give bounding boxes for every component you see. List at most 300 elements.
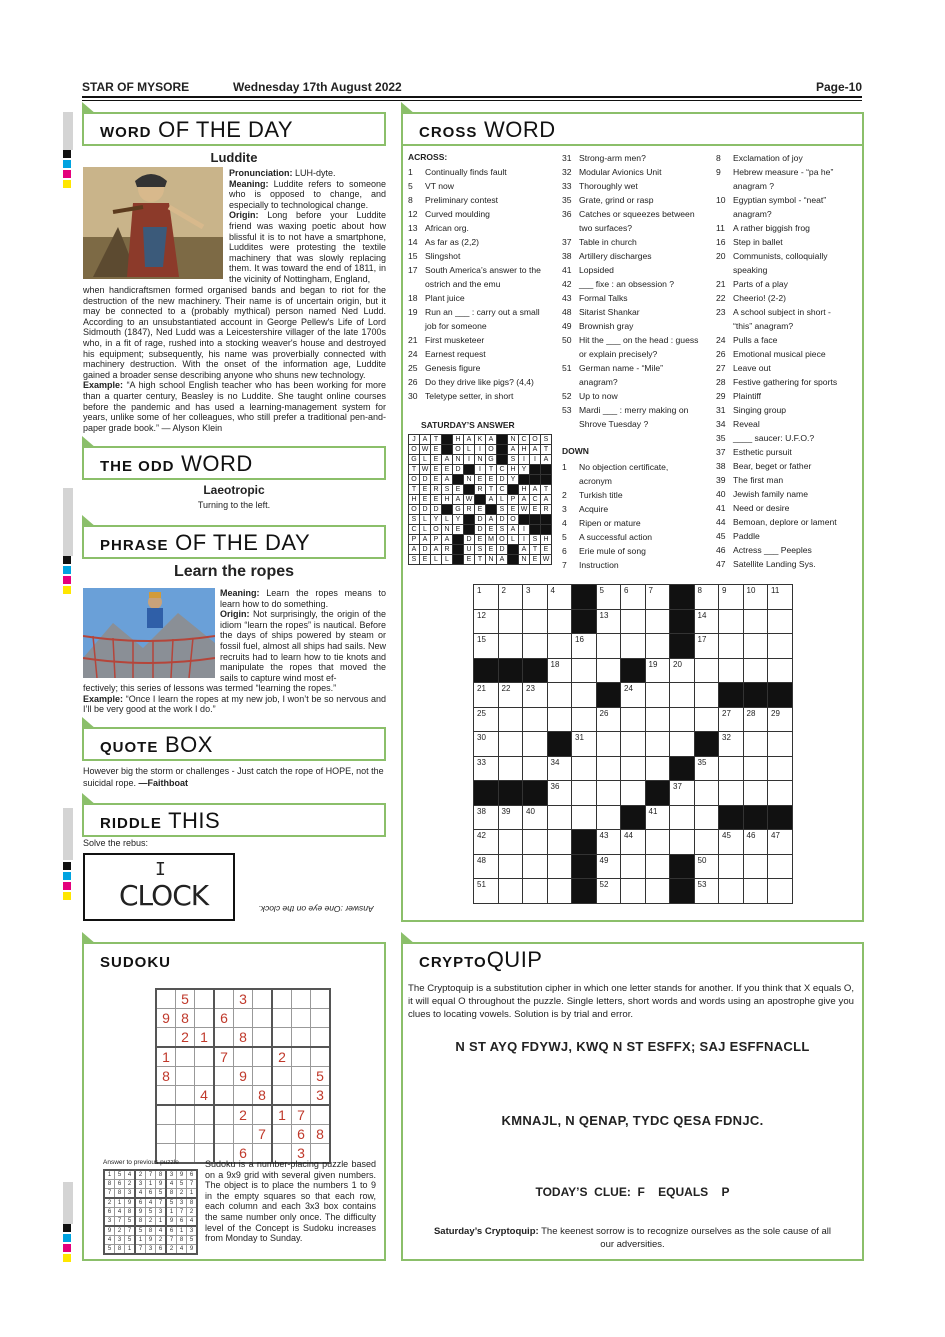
clue-text: job for someone <box>425 321 487 331</box>
sudoku-cell[interactable] <box>214 1086 234 1106</box>
clue-number: 32 <box>562 167 572 177</box>
crossword-cell[interactable] <box>743 732 768 757</box>
crossword-cell[interactable] <box>474 683 499 708</box>
clue <box>716 305 831 319</box>
sudoku-cell[interactable] <box>253 1009 273 1028</box>
sudoku-cell[interactable] <box>311 1028 331 1048</box>
sudoku-cell[interactable] <box>176 1047 195 1067</box>
sudoku-cell[interactable] <box>234 1125 253 1144</box>
clue-number: 14 <box>408 237 418 247</box>
crossword-cell[interactable] <box>694 634 719 659</box>
crossword-cell[interactable] <box>743 634 768 659</box>
sudoku-cell[interactable] <box>292 989 311 1009</box>
clue-text: or explain precisely? <box>579 349 658 359</box>
crossword-cell[interactable] <box>572 707 597 732</box>
sudoku-cell[interactable] <box>176 1067 195 1086</box>
crossword-cell[interactable] <box>743 854 768 879</box>
sudoku-cell[interactable] <box>214 1067 234 1086</box>
crossword-cell[interactable] <box>670 707 695 732</box>
crossword-cell[interactable] <box>645 707 670 732</box>
cell-number: 33 <box>477 757 486 767</box>
crossword-cell[interactable] <box>768 756 793 781</box>
crossword-cell[interactable] <box>768 830 793 855</box>
crossword-cell[interactable] <box>523 879 548 904</box>
sudoku-cell[interactable] <box>195 1047 215 1067</box>
sudoku-cell[interactable] <box>214 1105 234 1125</box>
odd-word-definition: Turning to the left. <box>197 500 271 510</box>
answer-cell <box>497 445 508 455</box>
crossword-cell[interactable] <box>719 781 744 806</box>
crossword-cell[interactable] <box>572 634 597 659</box>
crossword-cell[interactable] <box>621 585 646 610</box>
crossword-cell[interactable] <box>523 707 548 732</box>
answer-cell: R <box>475 485 486 495</box>
cell-number: 46 <box>746 831 756 840</box>
clue-text: Genesis figure <box>425 363 481 373</box>
sudoku-cell: 1 <box>177 1226 187 1236</box>
crossword-cell[interactable] <box>523 756 548 781</box>
crossword-cell[interactable] <box>572 732 597 757</box>
clue-text: Grate, grind or rasp <box>579 195 654 205</box>
crossword-cell[interactable] <box>768 879 793 904</box>
sudoku-cell[interactable] <box>272 1086 292 1106</box>
sudoku-cell[interactable] <box>214 1028 234 1048</box>
crossword-cell[interactable] <box>719 879 744 904</box>
sudoku-cell[interactable] <box>272 1067 292 1086</box>
crossword-cell[interactable] <box>523 609 548 634</box>
crossword-cell[interactable] <box>621 609 646 634</box>
crossword-cell[interactable] <box>596 609 621 634</box>
crossword-cell[interactable] <box>523 830 548 855</box>
crossword-cell[interactable] <box>670 658 695 683</box>
sudoku-cell[interactable] <box>195 1067 215 1086</box>
crossword-cell[interactable] <box>670 781 695 806</box>
clue <box>716 277 788 291</box>
clue-number: 29 <box>716 391 726 401</box>
cipher-line-2: KMNAJL, N QENAP, TYDC QESA FDNJC. <box>501 1113 764 1128</box>
sudoku-cell[interactable] <box>311 1105 331 1125</box>
answer-cell: I <box>519 525 530 535</box>
crossword-cell[interactable] <box>474 830 499 855</box>
sudoku-cell[interactable] <box>195 1125 215 1144</box>
crossword-cell[interactable] <box>547 707 572 732</box>
clue <box>716 347 826 361</box>
crossword-cell[interactable] <box>474 609 499 634</box>
crossword-cell[interactable] <box>523 732 548 757</box>
crossword-cell[interactable] <box>547 879 572 904</box>
crossword-cell[interactable] <box>547 683 572 708</box>
crossword-cell[interactable] <box>719 756 744 781</box>
crossword-cell[interactable] <box>743 609 768 634</box>
clue-text: Erie mule of song <box>579 546 646 556</box>
sudoku-cell[interactable] <box>156 1086 176 1106</box>
crossword-cell[interactable] <box>474 707 499 732</box>
sudoku-cell[interactable] <box>176 1125 195 1144</box>
crossword-cell[interactable] <box>743 658 768 683</box>
answer-cell: N <box>442 525 453 535</box>
crossword-cell[interactable] <box>670 732 695 757</box>
crossword-cell[interactable] <box>743 756 768 781</box>
clue <box>716 179 774 193</box>
answer-cell: L <box>442 555 453 565</box>
sudoku-cell: 4 <box>125 1170 136 1180</box>
crossword-cell[interactable] <box>572 756 597 781</box>
sudoku-cell[interactable] <box>253 1028 273 1048</box>
clue-number: 1 <box>408 167 413 177</box>
sudoku-cell: 1 <box>156 1217 167 1227</box>
crossword-cell[interactable] <box>768 585 793 610</box>
crossword-cell <box>523 658 548 683</box>
crossword-cell[interactable] <box>694 683 719 708</box>
crossword-cell[interactable] <box>498 683 523 708</box>
crossword-cell[interactable] <box>719 854 744 879</box>
header-big: BOX <box>164 732 213 757</box>
crossword-cell[interactable] <box>694 879 719 904</box>
sudoku-cell: 8 <box>234 1028 253 1048</box>
crossword-cell[interactable] <box>498 854 523 879</box>
sudoku-cell[interactable] <box>195 989 215 1009</box>
answer-cell: P <box>508 495 519 505</box>
sudoku-cell[interactable] <box>311 1009 331 1028</box>
crossword-cell[interactable] <box>645 634 670 659</box>
answer-cell: D <box>420 505 431 515</box>
crossword-cell[interactable] <box>694 609 719 634</box>
clue-number: 2 <box>562 490 567 500</box>
sudoku-cell[interactable] <box>272 1028 292 1048</box>
crossword-cell[interactable] <box>572 781 597 806</box>
answer-cell: S <box>541 435 552 445</box>
crossword-cell[interactable] <box>768 854 793 879</box>
answer-cell: Y <box>519 465 530 475</box>
cell-number: 53 <box>697 880 707 889</box>
sudoku-cell[interactable] <box>234 1086 253 1106</box>
crossword-cell[interactable] <box>596 585 621 610</box>
clue <box>562 389 618 403</box>
crossword-cell[interactable] <box>719 830 744 855</box>
crossword-cell[interactable] <box>645 585 670 610</box>
sudoku-cell[interactable] <box>272 1125 292 1144</box>
crossword-cell[interactable] <box>621 683 646 708</box>
crossword-cell[interactable] <box>694 781 719 806</box>
crossword-cell[interactable] <box>596 732 621 757</box>
clue <box>562 558 619 572</box>
crossword-cell[interactable] <box>498 634 523 659</box>
answer-cell: E <box>530 555 541 565</box>
clue <box>716 459 811 473</box>
sudoku-cell: 4 <box>104 1236 115 1245</box>
crossword-cell[interactable] <box>523 805 548 830</box>
answer-cell: W <box>420 465 431 475</box>
sudoku-cell: 7 <box>253 1125 273 1144</box>
crossword-cell[interactable] <box>694 805 719 830</box>
crossword-cell[interactable] <box>719 609 744 634</box>
crossword-cell[interactable] <box>621 634 646 659</box>
crossword-cell[interactable] <box>596 879 621 904</box>
clue-text: Need or desire <box>733 503 790 513</box>
crossword-cell[interactable] <box>547 585 572 610</box>
sudoku-cell[interactable] <box>292 1086 311 1106</box>
cell-number: 52 <box>599 880 609 889</box>
sudoku-cell[interactable] <box>253 1105 273 1125</box>
crossword-cell[interactable] <box>743 707 768 732</box>
clue-text: Preliminary contest <box>425 195 499 205</box>
sudoku-cell[interactable] <box>156 989 176 1009</box>
crossword-cell[interactable] <box>645 609 670 634</box>
luddite-illustration <box>83 167 223 279</box>
crossword-cell <box>670 879 695 904</box>
crossword-cell[interactable] <box>719 585 744 610</box>
clue-text: Run an ___ : carry out a small <box>425 307 540 317</box>
crossword-cell[interactable] <box>719 634 744 659</box>
crossword-cell[interactable] <box>621 781 646 806</box>
crossword-cell[interactable] <box>547 854 572 879</box>
crossword-cell[interactable] <box>694 854 719 879</box>
crossword-cell[interactable] <box>621 756 646 781</box>
crossword-cell[interactable] <box>498 756 523 781</box>
clue-number: 9 <box>716 167 721 177</box>
sudoku-cell[interactable] <box>311 989 331 1009</box>
crossword-cell[interactable] <box>596 781 621 806</box>
crossword-cell[interactable] <box>743 879 768 904</box>
crossword-cell[interactable] <box>547 781 572 806</box>
crossword-cell[interactable] <box>743 585 768 610</box>
crossword-cell[interactable] <box>474 585 499 610</box>
clue-number: 24 <box>408 349 418 359</box>
crossword-cell[interactable] <box>498 707 523 732</box>
crossword-cell[interactable] <box>645 879 670 904</box>
crossword-cell[interactable] <box>596 830 621 855</box>
crossword-cell[interactable] <box>694 658 719 683</box>
crossword-cell[interactable] <box>694 707 719 732</box>
crossword-cell[interactable] <box>621 879 646 904</box>
sudoku-cell[interactable] <box>253 1067 273 1086</box>
sudoku-cell[interactable] <box>272 989 292 1009</box>
sudoku-cell: 2 <box>234 1105 253 1125</box>
answer-cell: E <box>431 495 442 505</box>
crossword-cell[interactable] <box>523 585 548 610</box>
answer-cell: T <box>486 485 497 495</box>
crossword-cell[interactable] <box>645 830 670 855</box>
phrase-title: Learn the ropes <box>173 563 295 580</box>
crossword-cell[interactable] <box>694 756 719 781</box>
crossword-cell[interactable] <box>596 854 621 879</box>
sudoku-cell[interactable] <box>292 1028 311 1048</box>
crossword-cell[interactable] <box>694 830 719 855</box>
crossword-cell[interactable] <box>523 634 548 659</box>
crossword-cell[interactable] <box>645 854 670 879</box>
crossword-cell[interactable] <box>768 658 793 683</box>
crossword-cell <box>768 805 793 830</box>
crossword-cell[interactable] <box>645 658 670 683</box>
answer-cell: T <box>409 465 420 475</box>
cell-number: 41 <box>648 806 658 816</box>
crossword-cell[interactable] <box>474 634 499 659</box>
clue-text: No objection certificate, <box>579 462 669 472</box>
crossword-cell[interactable] <box>474 756 499 781</box>
crossword-cell[interactable] <box>498 609 523 634</box>
sudoku-cell: 3 <box>115 1236 125 1245</box>
crossword-cell[interactable] <box>523 854 548 879</box>
crossword-cell[interactable] <box>474 854 499 879</box>
crossword-cell[interactable] <box>743 830 768 855</box>
sudoku-cell[interactable] <box>253 1047 273 1067</box>
crossword-cell[interactable] <box>523 683 548 708</box>
crossword-cell[interactable] <box>768 609 793 634</box>
corner-flag-icon <box>82 515 96 527</box>
crossword-cell[interactable] <box>670 683 695 708</box>
crossword-cell[interactable] <box>694 585 719 610</box>
crossword-cell[interactable] <box>498 585 523 610</box>
crossword-cell[interactable] <box>547 805 572 830</box>
sudoku-cell[interactable] <box>311 1047 331 1067</box>
clue-number: 38 <box>562 251 572 261</box>
sudoku-cell: 5 <box>135 1226 146 1236</box>
ropes-photo <box>83 588 215 678</box>
sudoku-cell[interactable] <box>292 1047 311 1067</box>
sudoku-cell[interactable] <box>156 1125 176 1144</box>
clue-number: 48 <box>562 307 572 317</box>
cell-number: 4 <box>550 586 555 595</box>
crossword-cell[interactable] <box>621 830 646 855</box>
crossword-cell[interactable] <box>572 805 597 830</box>
crossword-cell[interactable] <box>498 732 523 757</box>
crossword-grid <box>473 584 793 904</box>
sudoku-cell[interactable] <box>156 1028 176 1048</box>
crossword-cell[interactable] <box>768 707 793 732</box>
sudoku-cell[interactable] <box>176 1086 195 1106</box>
label: Origin: <box>229 210 259 221</box>
crossword-cell[interactable] <box>670 805 695 830</box>
crossword-cell[interactable] <box>768 781 793 806</box>
sudoku-cell[interactable] <box>214 989 234 1009</box>
crossword-cell[interactable] <box>645 805 670 830</box>
sudoku-cell[interactable] <box>292 1067 311 1086</box>
clue <box>408 277 500 291</box>
clue-text: Formal Talks <box>579 293 628 303</box>
answer-cell <box>453 475 464 485</box>
riddle-answer: Answer :One eye on the clock. <box>258 904 374 914</box>
crossword-cell[interactable] <box>596 634 621 659</box>
crossword-cell[interactable] <box>719 732 744 757</box>
crossword-cell[interactable] <box>547 634 572 659</box>
crossword-cell[interactable] <box>498 830 523 855</box>
sudoku-header <box>82 942 386 974</box>
cell-number: 22 <box>501 684 511 693</box>
crossword-cell[interactable] <box>596 707 621 732</box>
answer-cell: N <box>475 455 486 465</box>
crossword-cell[interactable] <box>768 732 793 757</box>
answer-cell: S <box>497 525 508 535</box>
crossword-cell[interactable] <box>743 781 768 806</box>
cell-number: 26 <box>599 708 609 718</box>
corner-flag-icon <box>82 793 96 805</box>
crossword-cell[interactable] <box>621 732 646 757</box>
clue-number: 8 <box>408 195 413 205</box>
crossword-cell[interactable] <box>645 683 670 708</box>
crossword-cell[interactable] <box>670 830 695 855</box>
crossword-cell[interactable] <box>547 609 572 634</box>
answer-cell: A <box>530 445 541 455</box>
answer-cell <box>541 525 552 535</box>
answer-cell: I <box>519 535 530 545</box>
sudoku-cell: 7 <box>146 1170 156 1180</box>
sudoku-cell: 2 <box>115 1226 125 1236</box>
clue <box>562 333 698 347</box>
crossword-cell[interactable] <box>645 756 670 781</box>
clue-text: Cheerio! (2-2) <box>733 293 787 303</box>
crossword-cell[interactable] <box>572 683 597 708</box>
crossword-cell[interactable] <box>547 830 572 855</box>
sudoku-cell[interactable] <box>214 1125 234 1144</box>
answer-cell: L <box>420 525 431 535</box>
crossword-cell[interactable] <box>474 805 499 830</box>
answer-cell: D <box>464 535 475 545</box>
sudoku-cell[interactable] <box>292 1009 311 1028</box>
crossword-cell[interactable] <box>645 732 670 757</box>
sudoku-cell: 5 <box>187 1236 198 1245</box>
crossword-cell[interactable] <box>547 658 572 683</box>
sudoku-cell: 4 <box>156 1226 167 1236</box>
sudoku-cell: 3 <box>146 1245 156 1255</box>
clue-number: 49 <box>562 321 572 331</box>
cell-number: 34 <box>550 757 560 767</box>
clue <box>562 193 654 207</box>
sudoku-cell[interactable] <box>176 1105 195 1125</box>
crossword-cell[interactable] <box>498 879 523 904</box>
crossword-cell[interactable] <box>498 805 523 830</box>
sudoku-cell[interactable] <box>195 1009 215 1028</box>
crossword-cell[interactable] <box>474 879 499 904</box>
origin-part-1: Not surprisingly, the origin of the idiom “learn the ropes” is nautical. Before the days of ships powered by steam or fossil fuel, almost all ships had sails. New recruits had to learn how to tie knots and manipulate the ropes that moved the sails to capture wind most ef- <box>220 609 386 683</box>
crossword-cell[interactable] <box>596 805 621 830</box>
sudoku-cell[interactable] <box>272 1009 292 1028</box>
answer-cell: C <box>497 465 508 475</box>
sudoku-cell: 4 <box>187 1217 198 1227</box>
clue <box>716 193 826 207</box>
crossword-cell[interactable] <box>572 658 597 683</box>
crossword-cell[interactable] <box>768 634 793 659</box>
sudoku-cell: 6 <box>146 1189 156 1199</box>
clue-number: 5 <box>562 532 567 542</box>
sudoku-cell[interactable] <box>253 989 273 1009</box>
answer-cell: H <box>541 535 552 545</box>
margin-bar <box>63 488 73 556</box>
clue-text: Shrove Tuesday ? <box>579 419 649 429</box>
crossword-cell[interactable] <box>719 658 744 683</box>
crossword-cell[interactable] <box>596 756 621 781</box>
clue-number: 40 <box>716 489 726 499</box>
clue <box>716 207 772 221</box>
sudoku-cell[interactable] <box>234 1047 253 1067</box>
crossword-cell[interactable] <box>547 756 572 781</box>
sudoku-cell[interactable] <box>156 1105 176 1125</box>
crossword-cell <box>719 683 744 708</box>
crossword-cell[interactable] <box>621 707 646 732</box>
crossword-cell[interactable] <box>719 707 744 732</box>
sudoku-cell: 5 <box>176 989 195 1009</box>
sudoku-cell[interactable] <box>234 1009 253 1028</box>
clue-text: African org. <box>425 223 469 233</box>
odd-word-title: Laeotropic <box>203 483 265 497</box>
crossword-cell[interactable] <box>621 854 646 879</box>
clue-number: 12 <box>408 209 418 219</box>
sudoku-cell[interactable] <box>195 1105 215 1125</box>
answer-cell: D <box>431 505 442 515</box>
crossword-cell[interactable] <box>474 732 499 757</box>
clue-number: 35 <box>562 195 572 205</box>
crossword-cell[interactable] <box>596 658 621 683</box>
header-small: CROSS <box>419 124 478 141</box>
